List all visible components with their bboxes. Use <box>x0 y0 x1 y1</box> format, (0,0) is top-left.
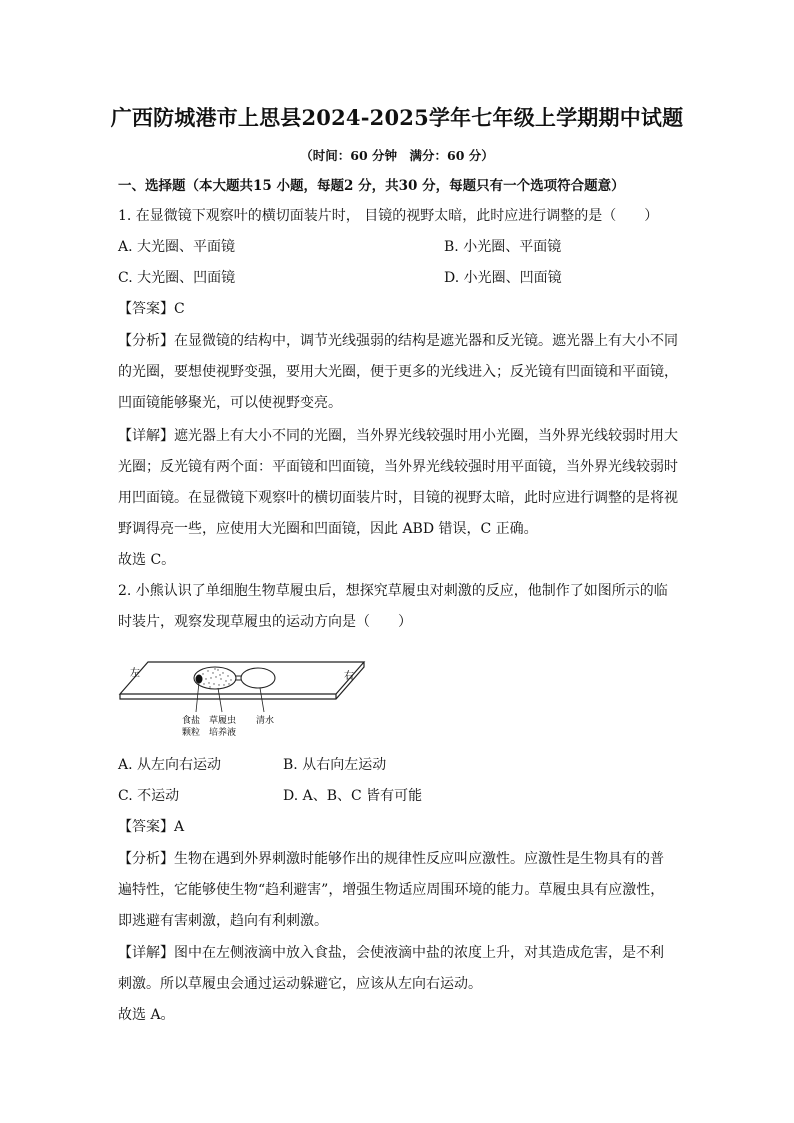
q1-option-a: A. 大光圈、平面镜 <box>118 239 236 255</box>
q1-analysis-line: 【分析】在显微镜的结构中，调节光线强弱的结构是遮光器和反光镜。遮光器上有大小不同 <box>118 333 678 349</box>
culture-label: 培养液 <box>209 728 237 738</box>
q1-detail-line: 光圈；反光镜有两个面：平面镜和凹面镜，当外界光线较强时用平面镜，当外界光线较弱时 <box>118 459 678 475</box>
q2-detail-line: 刺激。所以草履虫会通过运动躲避它，应该从左向右运动。 <box>118 976 482 992</box>
section-heading: 一、选择题（本大题共15 小题，每题2 分，共30 分，每题只有一个选项符合题意） <box>118 178 625 194</box>
q2-option-d: D. A、B、C 皆有可能 <box>283 788 423 804</box>
q1-option-d: D. 小光圈、凹面镜 <box>444 270 562 286</box>
q2-stem-line: 时装片，观察发现草履虫的运动方向是（ ） <box>118 614 412 630</box>
water-drop <box>241 668 275 688</box>
q1-option-b: B. 小光圈、平面镜 <box>444 239 562 255</box>
page-title: 广西防城港市上思县2024-2025学年七年级上学期期中试题 <box>110 105 684 130</box>
q1-detail-line: 野调得亮一些，应使用大光圈和凹面镜，因此 ABD 错误，C 正确。 <box>118 521 538 537</box>
q2-option-c: C. 不运动 <box>118 788 180 804</box>
slide-diagram <box>118 650 368 750</box>
q2-analysis-line: 【分析】生物在遇到外界刺激时能够作出的规律性反应叫应激性。应激性是生物具有的普 <box>118 851 664 867</box>
q1-answer: 【答案】C <box>118 301 185 317</box>
q1-option-c: C. 大光圈、凹面镜 <box>118 270 236 286</box>
q2-analysis-line: 即逃避有害刺激，趋向有利刺激。 <box>118 913 328 929</box>
q2-stem-line: 2. 小熊认识了单细胞生物草履虫后，想探究草履虫对刺激的反应，他制作了如图所示的临 <box>118 583 668 599</box>
q1-choice: 故选 C。 <box>118 552 176 568</box>
q2-choice: 故选 A。 <box>118 1007 175 1023</box>
q1-detail-line: 用凹面镜。在显微镜下观察叶的横切面装片时，目镜的视野太暗，此时应进行调整的是将视 <box>118 490 678 506</box>
q2-answer: 【答案】A <box>118 819 185 835</box>
left-label: 左 <box>130 668 140 679</box>
q1-detail-line: 【详解】遮光器上有大小不同的光圈，当外界光线较强时用小光圈，当外界光线较弱时用大 <box>118 428 678 444</box>
q2-detail-line: 【详解】图中在左侧液滴中放入食盐，会使液滴中盐的浓度上升，对其造成危害，是不利 <box>118 945 664 961</box>
water-label: 清水 <box>256 716 275 726</box>
q1-stem: 1. 在显微镜下观察叶的横切面装片时， 目镜的视野太暗，此时应进行调整的是（ ） <box>118 208 659 224</box>
q1-analysis-line: 的光圈，要想使视野变强，要用大光圈，便于更多的光线进入；反光镜有凹面镜和平面镜， <box>118 364 678 380</box>
culture-label: 草履虫 <box>209 716 237 726</box>
exam-info: （时间：60 分钟 满分：60 分） <box>300 148 494 163</box>
salt-label: 颗粒 <box>182 728 201 738</box>
right-label: 右 <box>344 671 354 682</box>
q1-analysis-line: 凹面镜能够聚光，可以使视野变亮。 <box>118 395 342 411</box>
q2-option-b: B. 从右向左运动 <box>283 757 387 773</box>
q2-analysis-line: 遍特性，它能够使生物“趋利避害”，增强生物适应周围环境的能力。草履虫具有应激性， <box>118 882 665 898</box>
salt-label: 食盐 <box>182 716 201 726</box>
q2-option-a: A. 从左向右运动 <box>118 757 222 773</box>
